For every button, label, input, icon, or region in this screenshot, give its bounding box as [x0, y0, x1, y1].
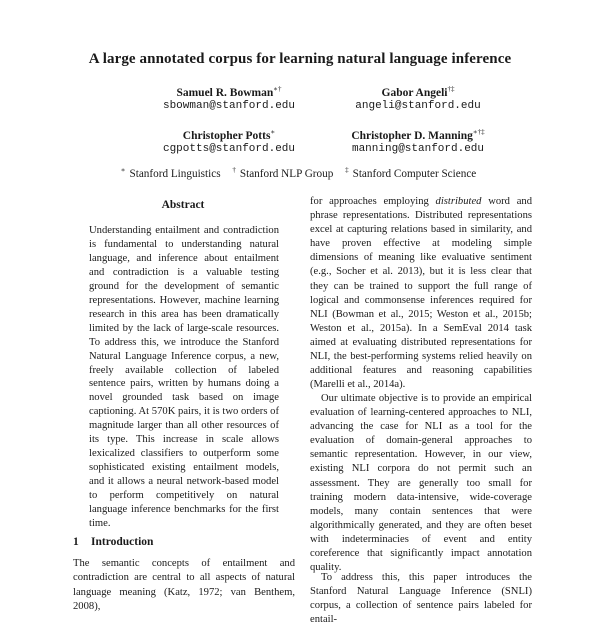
author-name: Gabor Angeli†‡: [381, 85, 455, 99]
author-name: Christopher D. Manning∗†‡: [351, 128, 485, 142]
right-column-paragraph-1: for approaches employing distributed word and phrase representations. Distributed representations excel at capturing relations based in similarity, and have proven effective at modeling simple dimensions of meaning like evaluative sentiment (e.g., Socher et al. 2013), but it is less clear that they can be trained to support the full range of logical and commonsense inferences required for NLI (Bowman et al., 2015; Weston et al., 2015b; Weston et al., 2015a). In a SemEval 2014 task aimed at evaluating distributed representations for NLI, the best-performing systems relied heavily on additional features and reasoning capabilities (Marelli et al., 2014a).: [310, 196, 532, 391]
author-marks: ∗: [270, 128, 276, 136]
author-manning: [318, 125, 518, 156]
affiliations: [0, 166, 600, 180]
author-angeli: [318, 82, 518, 113]
author-marks: ∗†‡: [472, 128, 485, 136]
author-email: manning@stanford.edu: [351, 142, 485, 155]
author-name: Christopher Potts∗: [182, 128, 276, 142]
section-title: Introduction: [91, 536, 154, 548]
author-marks: †‡: [447, 85, 455, 93]
author-bowman: [129, 82, 329, 113]
author-email: cgpotts@stanford.edu: [162, 142, 296, 155]
section-number: 1: [73, 536, 79, 548]
affiliation-cs: ‡ Stanford Computer Science: [345, 166, 477, 180]
author-name: Samuel R. Bowman∗†: [176, 85, 282, 99]
right-column-paragraph-3: To address this, this paper introduces the Stanford Natural Language Inference (SNLI) corpus, a collection of sentence pairs labeled for entail-: [310, 572, 532, 626]
paper-title: A large annotated corpus for learning natural language inference: [88, 51, 512, 67]
affiliation-nlp-group: † Stanford NLP Group: [232, 166, 334, 180]
author-email: sbowman@stanford.edu: [162, 99, 296, 112]
abstract-heading: Abstract: [161, 199, 205, 211]
author-potts: [129, 125, 329, 156]
author-marks: ∗†: [273, 85, 282, 93]
abstract-body: Understanding entailment and contradiction is fundamental to understanding natural language, and inference about entailment and contradiction is a valuable testing ground for the development of semantic representations. However, machine learning research in this area has been dramatically limited by the lack of large-scale resources. To address this, we introduce the Stanford Natural Language Inference corpus, a new, freely available collection of labeled sentence pairs, written by humans doing a novel grounded task based on image captioning. At 570K pairs, it is two orders of magnitude larger than all other resources of its type. This increase in scale allows lexicalized classifiers to outperform some sophisticated existing entailment models, and it allows a neural network-based model to perform competitively on natural language inference benchmarks for the first time.: [89, 225, 279, 530]
affiliation-linguistics: ∗ Stanford Linguistics: [120, 166, 221, 180]
introduction-paragraph: The semantic concepts of entailment and contradiction are central to all aspects of natural language meaning (Katz, 1972; van Benthem, 2008),: [73, 558, 295, 612]
section-heading-introduction: [73, 536, 153, 548]
emphasis-distributed: distributed: [435, 196, 482, 207]
author-email: angeli@stanford.edu: [355, 99, 481, 112]
right-column-paragraph-2: Our ultimate objective is to provide an empirical evaluation of learning-centered approaches to NLI, advancing the case for NLI as a tool for the evaluation of domain-general approaches to semantic representation. However, in our view, existing NLI corpora do not permit such an assessment. They are generally too small for training modern data-intensive, wide-coverage models, many contain sentences that were algorithmically generated, and they are often beset with indeterminacies of event and entity coreference that significantly impact annotation quality.: [310, 393, 532, 574]
